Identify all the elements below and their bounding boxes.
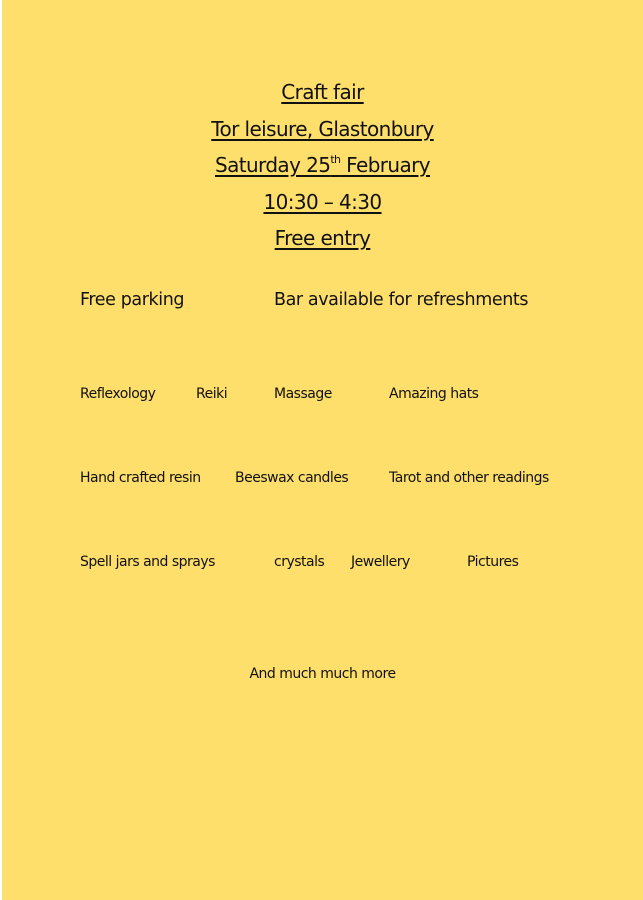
date-prefix: Saturday 25 bbox=[214, 153, 331, 177]
stall-massage: Massage bbox=[274, 386, 332, 402]
flyer-page bbox=[2, 0, 643, 900]
stall-jewellery: Jewellery bbox=[351, 554, 410, 570]
amenity-bar: Bar available for refreshments bbox=[274, 290, 529, 310]
footer-more: And much much more bbox=[249, 666, 396, 682]
stall-beeswax-candles: Beeswax candles bbox=[235, 470, 349, 486]
stall-spell-jars: Spell jars and sprays bbox=[80, 554, 215, 570]
fair-time: 10:30 – 4:30 bbox=[263, 189, 382, 214]
stall-tarot: Tarot and other readings bbox=[389, 470, 549, 486]
stall-resin: Hand crafted resin bbox=[80, 470, 201, 486]
stall-pictures: Pictures bbox=[467, 554, 519, 570]
stall-crystals: crystals bbox=[274, 554, 325, 570]
stall-reflexology: Reflexology bbox=[80, 386, 156, 402]
stall-amazing-hats: Amazing hats bbox=[389, 386, 479, 402]
amenity-parking: Free parking bbox=[80, 290, 185, 310]
date-ordinal-suffix: th bbox=[330, 153, 341, 167]
date-month: February bbox=[340, 153, 431, 177]
fair-date bbox=[2, 147, 643, 184]
fair-venue: Tor leisure, Glastonbury bbox=[211, 116, 434, 141]
stall-reiki: Reiki bbox=[196, 386, 228, 402]
fair-entry: Free entry bbox=[274, 226, 371, 250]
flyer-headings bbox=[2, 74, 643, 257]
fair-title: Craft fair bbox=[281, 80, 364, 104]
